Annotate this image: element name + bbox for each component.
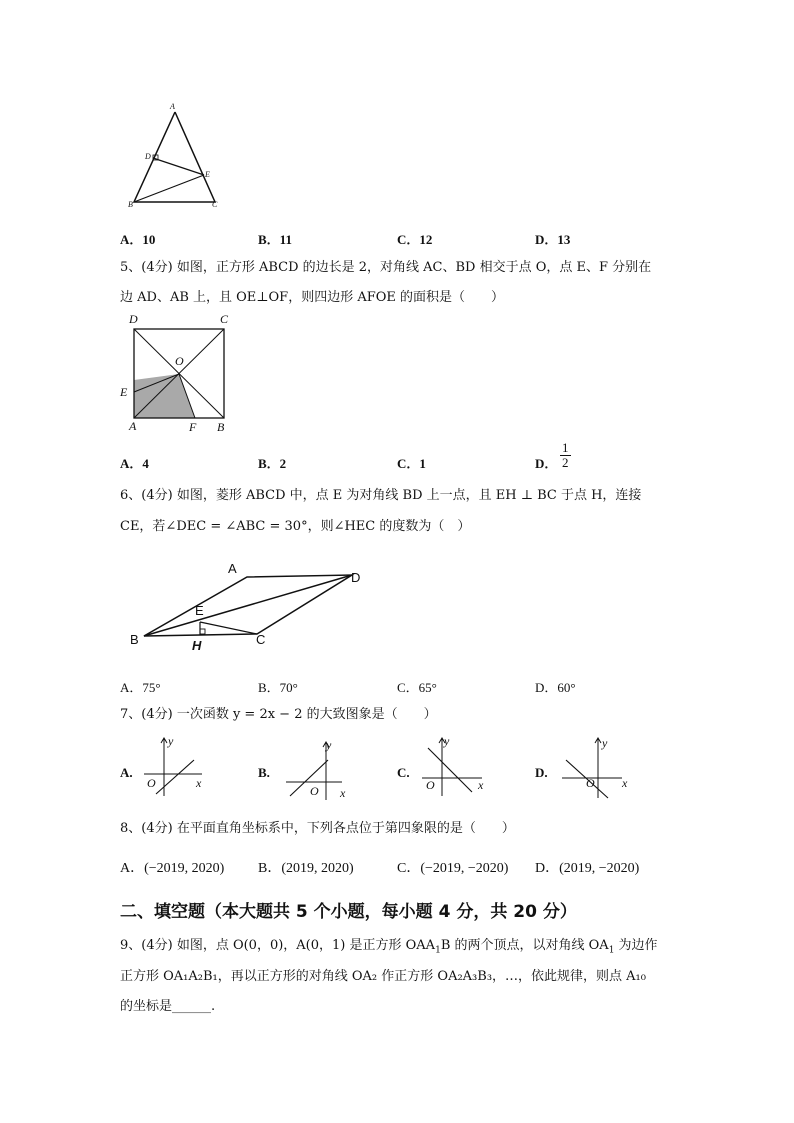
q7-c-y-label: y [444,734,450,748]
q5-label-f: F [189,420,197,434]
q9-line1-sub: 1 [435,945,441,956]
q7-option-b-label: B. [258,765,270,780]
q4-label-c: C [212,200,218,209]
q7-c-x-label: x [478,778,484,792]
q7-d-y-label: y [602,736,608,750]
q8-option-c: C．(−2019, −2020) [397,861,509,876]
q5-label-b: B [217,420,225,434]
q5-label-c: C [220,312,229,326]
q8-question-line1: 8、(4分) 在平面直角坐标系中，下列各点位于第四象限的是（ ） [120,821,515,836]
q5-label-e: E [120,385,128,399]
q7-option-c-label: C. [397,765,410,780]
q7-c-origin-label: O [426,778,435,792]
q6-question-line1: 6、(4分) 如图，菱形 ABCD 中，点 E 为对角线 BD 上一点，且 EH ⊥ BC 于点 H，连接 [120,488,642,503]
q6-label-d: D [351,570,361,585]
q8-option-b: B．(2019, 2020) [258,861,354,876]
q5-label-a: A [129,419,137,433]
q4-option-c: C．12 [397,232,433,247]
q4-label-d: D [145,152,151,161]
q5-option-c: C．1 [397,456,426,471]
q9-line1-end: 为边作 [614,938,658,953]
q7-d-origin-label: O [586,776,595,790]
q9-line1-post: B 的两个顶点，以对角线 OA [440,938,609,953]
q6-label-c: C [256,632,266,647]
q4-option-d: D．13 [535,232,571,247]
fraction-numerator: 1 [562,440,569,455]
q5-square-figure [120,312,240,437]
q6-label-h: H [192,638,202,653]
q7-question-line1: 7、(4分) 一次函数 y = 2x − 2 的大致图象是（ ） [120,707,437,722]
q9-question-line3: 的坐标是______. [120,999,216,1014]
q9-question-line2: 正方形 OA₁A₂B₁，再以正方形的对角线 OA₂ 作正方形 OA₂A₃B₃，…，依此规律，则点 A₁₀ [120,969,646,984]
q8-option-d: D．(2019, −2020) [535,861,640,876]
q4-option-a: A．10 [120,232,156,247]
q7-option-d-label: D. [535,765,548,780]
q6-label-b: B [130,632,139,647]
q4-triangle-figure [120,100,230,212]
q4-label-b: B [128,200,133,209]
q5-option-b: B．2 [258,456,287,471]
q7-a-x-label: x [196,776,202,790]
q5-option-d-prefix: D． [535,456,558,471]
q7-d-x-label: x [622,776,628,790]
q6-rhombus-figure [120,555,370,655]
q5-question-line1: 5、(4分) 如图，正方形 ABCD 的边长是 2，对角线 AC、BD 相交于点 O，点 E、F 分别在 [120,260,652,275]
q5-question-line2: 边 AD、AB 上，且 OE⊥OF，则四边形 AFOE 的面积是（ ） [120,290,505,305]
q7-b-x-label: x [340,786,346,800]
q7-b-origin-label: O [310,784,319,798]
q8-option-a: A．(−2019, 2020) [120,861,225,876]
q6-option-c: C．65° [397,680,437,695]
q6-option-a: A．75° [120,680,161,695]
q7-b-y-label: y [326,738,332,752]
q4-label-e: E [205,170,210,179]
section-2-title: 二、填空题（本大题共 5 个小题，每小题 4 分，共 20 分） [120,902,577,922]
fraction-denominator: 2 [562,455,569,470]
q9-question-line1 [120,937,658,960]
q5-label-o: O [175,354,184,368]
q6-question-line2: CE，若∠DEC = ∠ABC = 30°，则∠HEC 的度数为（ ） [120,519,471,534]
q9-line1-pre: 9、(4分) 如图，点 O(0，0)，A(0，1) 是正方形 OAA [120,938,436,953]
q4-option-b: B．11 [258,232,292,247]
q5-option-d-fraction [560,441,571,470]
q4-label-a: A [170,102,175,111]
q7-a-origin-label: O [147,776,156,790]
q6-option-d: D．60° [535,680,576,695]
q6-option-b: B．70° [258,680,298,695]
q5-label-d: D [129,312,138,326]
q5-option-a: A．4 [120,456,149,471]
q6-label-a: A [228,561,237,576]
q7-option-a-label: A. [120,765,133,780]
q6-label-e: E [195,603,204,618]
q9-line1-sub2: 1 [608,945,615,956]
q7-a-y-label: y [168,734,174,748]
